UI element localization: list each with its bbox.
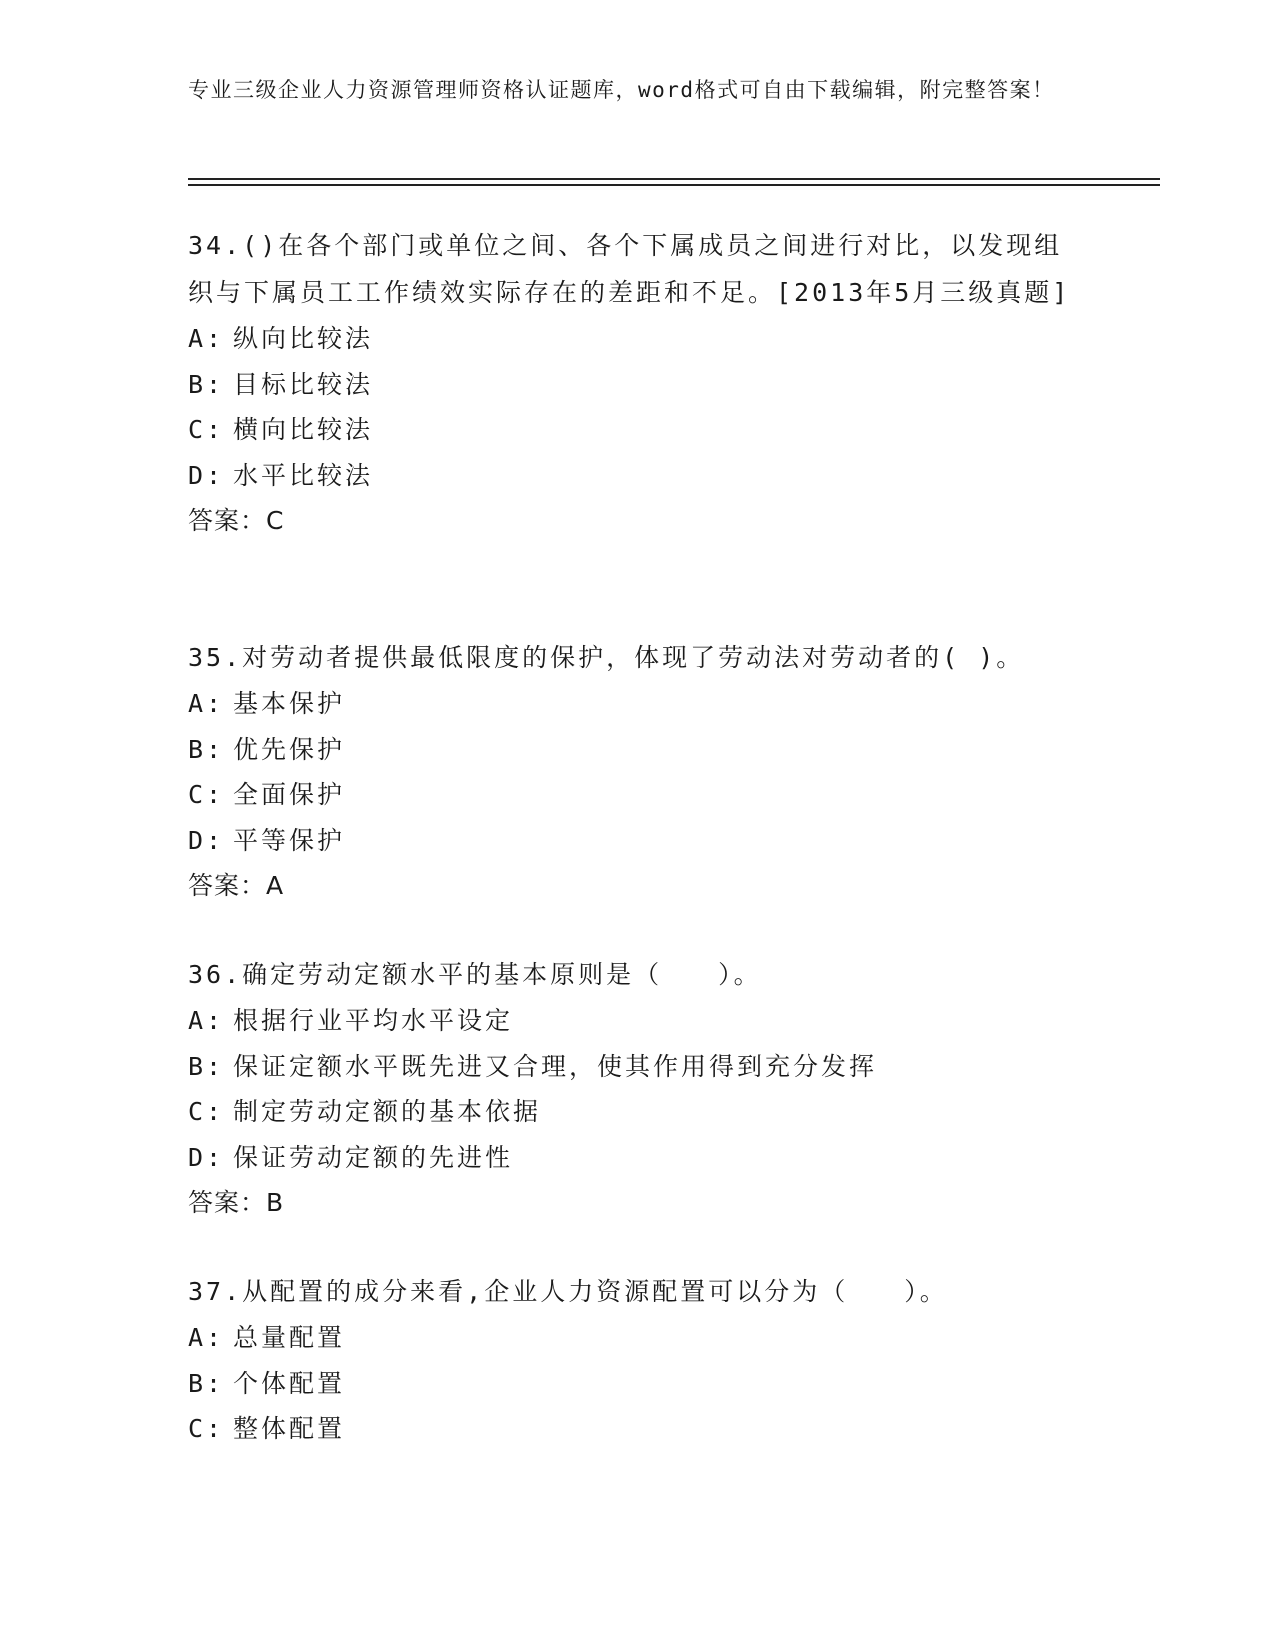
answer-line: 答案：B: [188, 1188, 285, 1217]
question-stem: 35.对劳动者提供最低限度的保护，体现了劳动法对劳动者的( )。: [188, 643, 1025, 672]
option-text: 保证劳动定额的先进性: [233, 1142, 514, 1172]
option-text: 保证定额水平既先进又合理，使其作用得到充分发挥: [233, 1051, 878, 1081]
option-text: 优先保护: [233, 734, 346, 764]
option-d: [188, 818, 1088, 864]
option-b: [188, 1044, 1088, 1090]
option-text: 制定劳动定额的基本依据: [233, 1097, 542, 1126]
option-a: [188, 681, 1088, 727]
question-stem: 36.确定劳动定额水平的基本原则是（ ）。: [188, 960, 762, 989]
option-c: [188, 1406, 1088, 1452]
option-letter: C:: [188, 415, 225, 444]
option-letter: B:: [188, 734, 225, 764]
answer-line: 答案：C: [188, 506, 285, 535]
option-a: [188, 1315, 1088, 1361]
option-letter: C:: [188, 780, 225, 809]
option-letter: C:: [188, 1414, 225, 1443]
option-letter: A:: [188, 689, 225, 718]
option-letter: C:: [188, 1097, 225, 1126]
option-text: 目标比较法: [233, 369, 374, 399]
option-d: [188, 453, 1088, 499]
option-a: [188, 316, 1088, 362]
option-text: 总量配置: [233, 1323, 346, 1352]
question-36: [188, 951, 1088, 1226]
option-text: 整体配置: [233, 1414, 346, 1443]
option-c: [188, 1089, 1088, 1135]
option-text: 横向比较法: [233, 415, 374, 444]
option-letter: D:: [188, 825, 225, 855]
header-text: 专业三级企业人力资源管理师资格认证题库，word格式可自由下载编辑，附完整答案！: [188, 78, 1055, 102]
option-text: 水平比较法: [233, 460, 374, 490]
option-text: 全面保护: [233, 780, 346, 809]
option-text: 纵向比较法: [233, 324, 374, 353]
option-text: 根据行业平均水平设定: [233, 1006, 514, 1035]
question-34: [188, 222, 1088, 544]
option-text: 个体配置: [233, 1368, 346, 1398]
header-divider-line: [188, 184, 1160, 186]
option-letter: B:: [188, 1051, 225, 1081]
header-divider-line: [188, 178, 1160, 180]
option-b: [188, 727, 1088, 773]
option-text: 基本保护: [233, 689, 346, 718]
option-text: 平等保护: [233, 825, 346, 855]
option-d: [188, 1135, 1088, 1181]
option-b: [188, 1361, 1088, 1407]
question-37: [188, 1268, 1088, 1452]
option-letter: A:: [188, 324, 225, 353]
option-letter: B:: [188, 369, 225, 399]
document-header: [188, 74, 1078, 106]
question-stem: 34.()在各个部门或单位之间、各个下属成员之间进行对比，以发现组织与下属员工工作绩效实际存在的差距和不足。[2013年5月三级真题]: [188, 231, 1071, 307]
question-stem: 37.从配置的成分来看,企业人力资源配置可以分为（ ）。: [188, 1277, 948, 1306]
option-letter: D:: [188, 1142, 225, 1172]
option-letter: A:: [188, 1006, 225, 1035]
option-b: [188, 362, 1088, 408]
option-a: [188, 998, 1088, 1044]
answer-line: 答案：A: [188, 871, 285, 900]
option-letter: B:: [188, 1368, 225, 1398]
option-c: [188, 772, 1088, 818]
question-35: [188, 634, 1088, 909]
option-letter: A:: [188, 1323, 225, 1352]
option-letter: D:: [188, 460, 225, 490]
option-c: [188, 407, 1088, 453]
